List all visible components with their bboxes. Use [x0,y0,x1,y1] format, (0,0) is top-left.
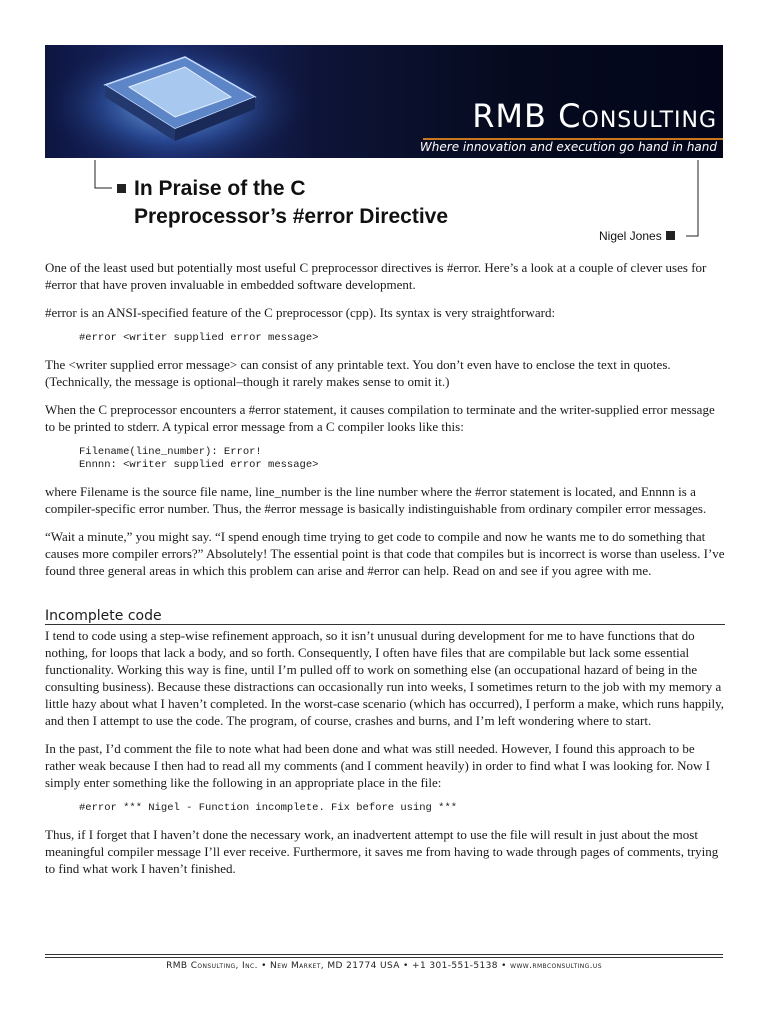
section-heading: Incomplete code [45,590,725,625]
paragraph: When the C preprocessor encounters a #error statement, it causes compilation to terminate and the writer-supplied error message to be printed to stderr. A typical error message from a C compiler looks like this: [45,402,715,434]
paragraph: “Wait a minute,” you might say. “I spend enough time trying to get code to compile and now he wants me to do something that causes more compiler errors?” Absolutely! The essential point is that code that compiles but is incorrect is worse than useless. I’ve found three general areas in which this problem can arise and #error can help. Read on and see if you agree with me. [45,529,725,578]
title-bullet-icon [117,184,126,193]
brand-tagline: Where innovation and execution go hand in hand [419,140,717,154]
paragraph: #error is an ANSI-specified feature of the C preprocessor (cpp). Its syntax is very straightforward: [45,305,556,320]
article-body [45,259,725,888]
paragraph: I tend to code using a step-wise refinement approach, so it isn’t unusual during development for me to have functions that do nothing, for loops that lack a body, and so forth. Consequently, I often have files that are compilable but lack some essential functionality. Working this way is fine, until I’m pulled off to work on something else (an occupational hazard of being in the consulting business). Because these distractions can occasionally run into weeks, I sometimes return to the job with my memory a little hazy about what I haven’t completed. In the worst-case scenario (which has occurred), I perform a make, which runs happily, and then I attempt to use the code. The program, of course, crashes and burns, and I’m left wondering where to start. [45,628,725,728]
paragraph: Thus, if I forget that I haven’t done the necessary work, an inadvertent attempt to use the file will result in just about the most meaningful compiler message I’ll ever receive. Furthermore, it saves me from having to wade through pages of comments, trying to find what work I haven’t finished. [45,827,719,876]
code-block: #error *** Nigel - Function incomplete. Fix before using *** [79,802,458,814]
article-title-line1: In Praise of the C [134,177,306,200]
paragraph: The <writer supplied error message> can consist of any printable text. You don’t even have to enclose the text in quotes. (Technically, the message is optional–though it rarely makes sense to omit it.) [45,357,671,389]
paragraph: One of the least used but potentially most useful C preprocessor directives is #error. Here’s a look at a couple of clever uses for #error that have proven invaluable in embedded software development. [45,260,707,292]
author-name: Nigel Jones [599,229,662,243]
brand-name: RMB Consulting [472,97,717,135]
author-bullet-icon [666,231,675,240]
paragraph: where Filename is the source file name, line_number is the line number where the #error statement is located, and Ennnn is a compiler-specific error number. Thus, the #error message is basically indistinguishable from ordinary compiler error messages. [45,484,707,516]
paragraph: In the past, I’d comment the file to note what had been done and what was still needed. However, I found this approach to be rather weak because I then had to read all my comments (and I comment heavily) in order to find what I was looking for. Now I simply enter something like the following in an appropriate place in the file: [45,741,710,790]
article-title [134,175,448,231]
code-block: Filename(line_number): Error! Ennnn: <writer supplied error message> [79,446,319,471]
article-title-line2: Preprocessor’s #error Directive [134,205,449,228]
footer-divider [45,954,723,955]
footer-contact: RMB Consulting, Inc. • New Market, MD 21774 USA • +1 301-551-5138 • www.rmbconsulting.us [166,961,602,971]
code-block: #error <writer supplied error message> [79,332,319,344]
footer-divider [45,957,723,958]
